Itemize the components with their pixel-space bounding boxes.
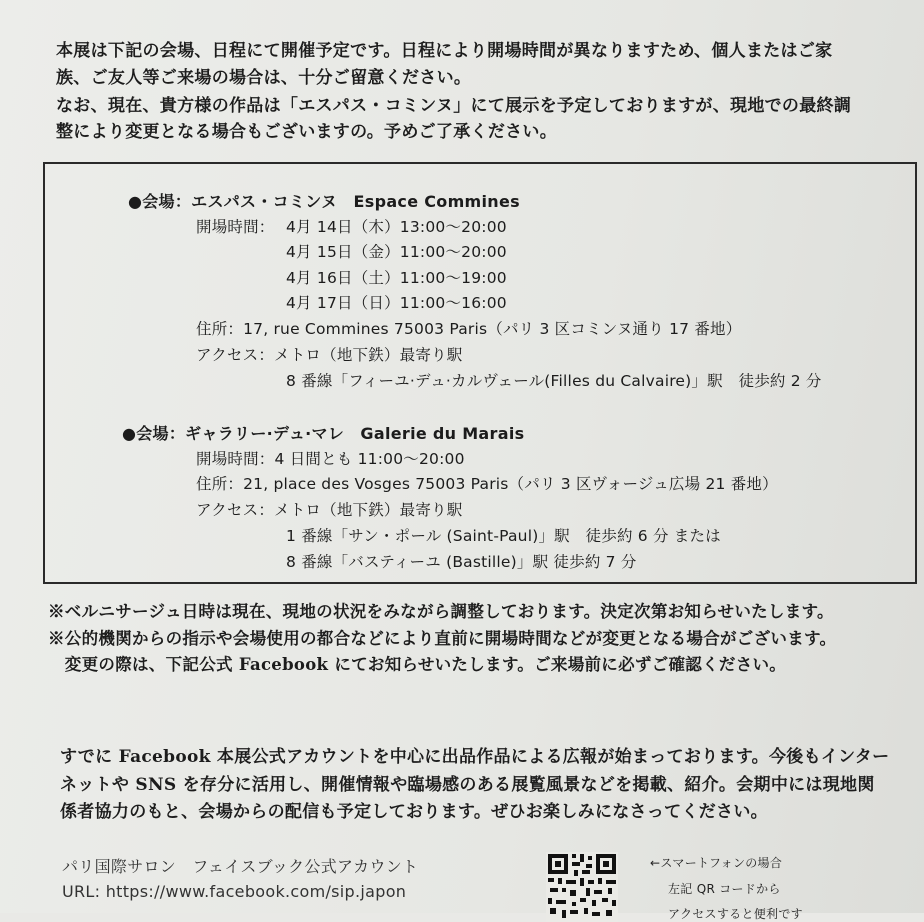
venue1-access-line-1: 8 番線「フィーユ·デュ·カルヴェール(Filles du Calvaire)」駅 徒歩約 2 分 <box>286 372 822 390</box>
qr-code-icon[interactable] <box>546 852 618 922</box>
venue2-access: アクセス：メトロ（地下鉄）最寄り駅 <box>196 501 463 519</box>
note-line-3: 変更の際は、下記公式 Facebook にてお知らせいたします。ご来場前に必ずご確認ください。 <box>48 655 787 674</box>
intro-line-3: なお、現在、貴方様の作品は「エスパス・コミンヌ」にて展示を予定しておりますが、現地での最終調 <box>56 96 852 116</box>
venue2-address: 住所：21, place des Vosges 75003 Paris（パリ 3 区ヴォージュ広場 21 番地） <box>196 475 778 493</box>
venue1-hours-4: 4月 17日（日）11:00〜16:00 <box>286 294 507 312</box>
qr-note-line-3: アクセスすると便利です <box>668 907 803 921</box>
venue1-hours-2: 4月 15日（金）11:00〜20:00 <box>286 243 507 261</box>
intro-line-4: 整により変更となる場合もございますの。予めご了承ください。 <box>56 122 558 142</box>
venue1-hours-3: 4月 16日（土）11:00〜19:00 <box>286 269 507 287</box>
venue2-heading: ●会場：ギャラリー·デュ·マレ Galerie du Marais <box>122 424 525 443</box>
promo-line-1: すでに Facebook 本展公式アカウントを中心に出品作品による広報が始まっております。今後もインター <box>60 747 890 767</box>
venue1-hours-label: 開場時間： <box>196 218 275 236</box>
venue1-address: 住所：17, rue Commines 75003 Paris（パリ 3 区コミンヌ通り 17 番地） <box>196 320 742 338</box>
promo-line-2: ネットや SNS を存分に活用し、開催情報や臨場感のある展覧風景などを掲載、紹介。会期中には現地関 <box>60 775 875 795</box>
venue2-access-line-1: 1 番線「サン・ポール (Saint-Paul)」駅 徒歩約 6 分 または <box>286 527 721 545</box>
qr-note-line-1: ←スマートフォンの場合 <box>650 856 783 870</box>
venue2-access-line-2: 8 番線「バスティーユ (Bastille)」駅 徒歩約 7 分 <box>286 553 637 571</box>
facebook-account-label: パリ国際サロン フェイスブック公式アカウント <box>62 857 419 876</box>
intro-line-2: 族、ご友人等ご来場の場合は、十分ご留意ください。 <box>56 68 472 88</box>
facebook-url[interactable]: URL: https://www.facebook.com/sip.japon <box>62 882 407 901</box>
venue1-access: アクセス：メトロ（地下鉄）最寄り駅 <box>196 346 463 364</box>
note-line-1: ※ベルニサージュ日時は現在、現地の状況をみながら調整しております。決定次第お知らせいたします。 <box>48 602 834 621</box>
intro-line-1: 本展は下記の会場、日程にて開催予定です。日程により開場時間が異なりますため、個人またはご家 <box>56 41 833 61</box>
venue2-hours: 開場時間：4 日間とも 11:00〜20:00 <box>196 450 465 468</box>
venue1-heading: ●会場：エスパス・コミンヌ Espace Commines <box>128 192 520 211</box>
promo-line-3: 係者協力のもと、会場からの配信も予定しております。ぜひお楽しみになさってください。 <box>60 802 768 822</box>
qr-note-line-2: 左記 QR コードから <box>668 882 781 896</box>
note-line-2: ※公的機関からの指示や会場使用の都合などにより直前に開場時間などが変更となる場合がございます。 <box>48 629 837 648</box>
venue1-hours-1: 4月 14日（木）13:00〜20:00 <box>286 218 507 236</box>
